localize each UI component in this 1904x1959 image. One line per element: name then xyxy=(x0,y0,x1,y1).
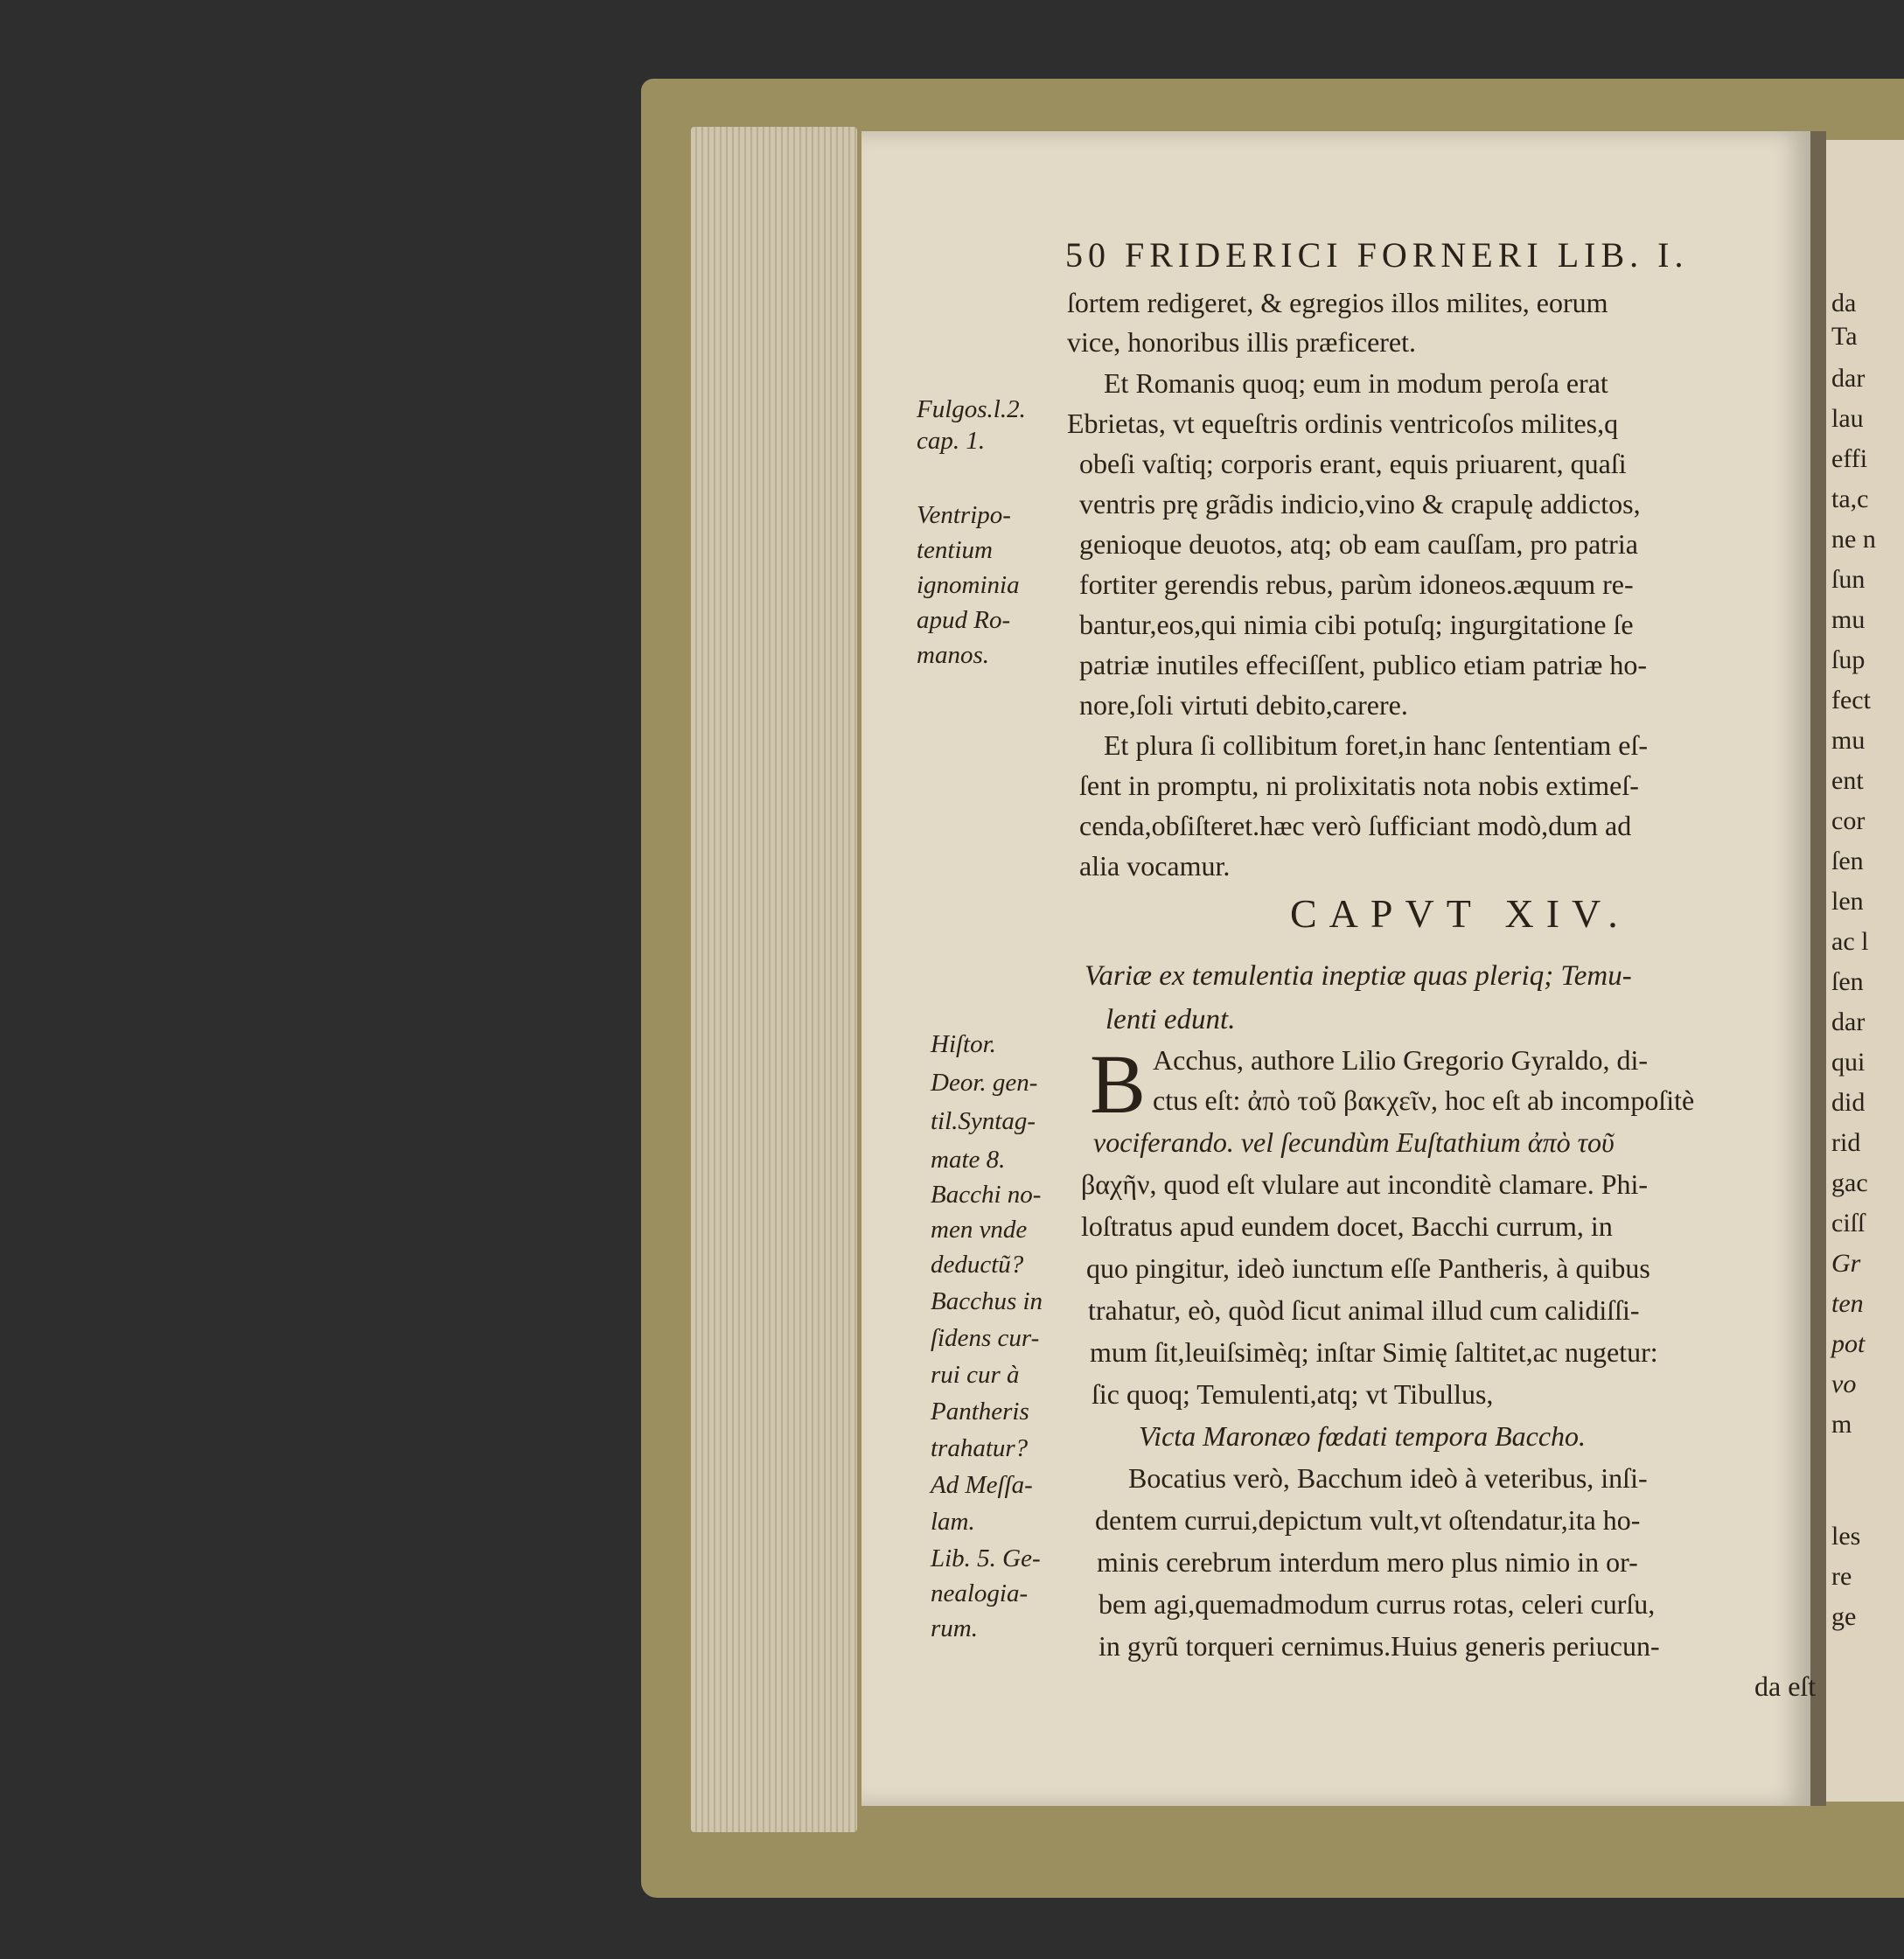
margin-note: lam. xyxy=(931,1508,975,1536)
next-page-text: effi xyxy=(1831,444,1868,473)
next-page-text: ſun xyxy=(1831,565,1866,594)
margin-note: tentium xyxy=(917,536,993,564)
next-page-text: ne n xyxy=(1831,525,1876,554)
drop-cap: B xyxy=(1090,1037,1147,1131)
chapter-line: trahatur, eò, quòd ſicut animal illud cum calidiſſi- xyxy=(1088,1294,1640,1326)
margin-note: Bacchus in xyxy=(931,1287,1043,1315)
chapter-subtitle: lenti edunt. xyxy=(1105,1004,1236,1035)
chapter-title: CAPVT XIV. xyxy=(1290,891,1630,936)
chapter-line: bem agi,quemadmodum currus rotas, celeri curſu, xyxy=(1098,1588,1656,1620)
page-edges xyxy=(691,127,857,1832)
margin-note: til.Syntag- xyxy=(931,1107,1036,1135)
chapter-line: Bocatius verò, Bacchum ideò à veteribus, inſi- xyxy=(1128,1462,1648,1494)
chapter-line: ſic quoq; Temulenti,atq; vt Tibullus, xyxy=(1091,1378,1494,1410)
margin-note: Pantheris xyxy=(931,1398,1029,1426)
running-head: 50 FRIDERICI FORNERI LIB. I. xyxy=(1065,235,1689,275)
chapter-line: dentem currui,depictum vult,vt oſtendatur,ita ho- xyxy=(1095,1504,1641,1536)
next-page-text: ten xyxy=(1831,1289,1864,1318)
body-line: nore,ſoli virtuti debito,carere. xyxy=(1079,689,1408,721)
next-page-text: re xyxy=(1831,1562,1852,1591)
next-page-text: ſup xyxy=(1831,645,1866,674)
body-line: fortiter gerendis rebus, parùm idoneos.æquum re- xyxy=(1079,568,1634,600)
body-line: ſortem redigeret, & egregios illos milites, eorum xyxy=(1067,287,1608,318)
chapter-line: βαχῆν, quod eſt vlulare aut inconditè clamare. Phi- xyxy=(1081,1168,1649,1200)
margin-note: Deor. gen- xyxy=(931,1069,1038,1097)
next-page-text: len xyxy=(1831,887,1864,916)
next-page-text: vo xyxy=(1831,1370,1857,1398)
next-page-text: mu xyxy=(1831,605,1866,634)
margin-note: deductũ? xyxy=(931,1251,1024,1279)
chapter-line: quo pingitur, ideò iunctum eſſe Pantheris, à quibus xyxy=(1086,1252,1650,1284)
margin-note: apud Ro- xyxy=(917,606,1011,634)
next-page-text: lau xyxy=(1831,404,1864,433)
next-page-text: did xyxy=(1831,1088,1866,1117)
body-line: genioque deuotos, atq; ob eam cauſſam, pro patria xyxy=(1079,528,1638,560)
body-line: vice, honoribus illis præficeret. xyxy=(1067,326,1417,358)
next-page-text: cor xyxy=(1831,806,1866,835)
chapter-subtitle: Variæ ex temulentia ineptiæ quas pleriq; Temu- xyxy=(1085,960,1632,992)
next-page-text: ſen xyxy=(1831,967,1864,996)
body-line: Et Romanis quoq; eum in modum peroſa erat xyxy=(1104,367,1608,399)
next-page-text: dar xyxy=(1831,1007,1866,1036)
next-page-text: qui xyxy=(1831,1048,1866,1077)
chapter-line: Acchus, authore Lilio Gregorio Gyraldo, di- xyxy=(1153,1044,1649,1076)
next-page-text: da xyxy=(1831,289,1857,317)
body-line: obeſi vaſtiq; corporis erant, equis priuarent, quaſi xyxy=(1079,448,1627,479)
next-page-text: pot xyxy=(1831,1329,1866,1358)
chapter-line: mum ſit,leuiſsimèq; inſtar Simię ſaltitet,ac nugetur: xyxy=(1090,1336,1658,1368)
margin-note: Ad Meſſa- xyxy=(931,1471,1033,1499)
body-line: Et plura ſi collibitum foret,in hanc ſententiam eſ- xyxy=(1104,729,1649,761)
margin-note: men vnde xyxy=(931,1216,1028,1244)
chapter-line: minis cerebrum interdum mero plus nimio in or- xyxy=(1097,1546,1638,1578)
next-page-text: rid xyxy=(1831,1128,1861,1157)
margin-note: manos. xyxy=(917,641,989,669)
margin-note: trahatur? xyxy=(931,1434,1029,1462)
chapter-line: ctus eſt: ἀπὸ τοῦ βακχεῖν, hoc eſt ab incompoſitè xyxy=(1153,1084,1695,1116)
book-gutter xyxy=(1810,131,1826,1806)
body-line: ſent in promptu, ni prolixitatis nota nobis extimeſ- xyxy=(1079,770,1639,801)
body-line: patriæ inutiles effeciſſent, publico etiam patriæ ho- xyxy=(1079,649,1648,680)
margin-note: rui cur à xyxy=(931,1361,1020,1389)
next-page-text: ſen xyxy=(1831,847,1864,875)
margin-note: ignominia xyxy=(917,571,1020,599)
next-page-text: Ta xyxy=(1831,322,1858,351)
next-page-text: dar xyxy=(1831,364,1866,393)
next-page-text: les xyxy=(1831,1522,1861,1551)
margin-note: Ventripo- xyxy=(917,501,1011,529)
margin-note: ſidens cur- xyxy=(931,1324,1040,1352)
next-page-text: Gr xyxy=(1831,1249,1861,1278)
chapter-line: da eſt xyxy=(1754,1670,1817,1702)
next-page-text: fect xyxy=(1831,686,1871,715)
margin-note: Lib. 5. Ge- xyxy=(931,1544,1041,1572)
margin-note: cap. 1. xyxy=(917,427,986,455)
next-page-text: ac l xyxy=(1831,927,1869,956)
chapter-line: vociferando. vel ſecundùm Euſtathium ἀπὸ τοῦ xyxy=(1093,1126,1615,1158)
margin-note: mate 8. xyxy=(931,1146,1006,1174)
next-page-text: ge xyxy=(1831,1602,1857,1631)
margin-note: nealogia- xyxy=(931,1579,1029,1607)
next-page-text: m xyxy=(1831,1410,1852,1439)
next-page-text: gac xyxy=(1831,1168,1868,1197)
body-line: alia vocamur. xyxy=(1079,850,1231,882)
next-page-text: ta,c xyxy=(1831,485,1869,513)
next-page-text: ciſſ xyxy=(1831,1209,1866,1237)
chapter-line: loſtratus apud eundem docet, Bacchi currum, in xyxy=(1081,1210,1613,1242)
chapter-line: Victa Maronæo fœdati tempora Baccho. xyxy=(1139,1420,1587,1452)
margin-note: Bacchi no- xyxy=(931,1181,1042,1209)
chapter-line: in gyrũ torqueri cernimus.Huius generis periucun- xyxy=(1098,1630,1660,1662)
next-page-text: mu xyxy=(1831,726,1866,755)
body-line: bantur,eos,qui nimia cibi potuſq; ingurgitatione ſe xyxy=(1079,609,1634,640)
margin-note: rum. xyxy=(931,1614,978,1642)
right-page-fragment xyxy=(1826,140,1904,1802)
margin-note: Hiſtor. xyxy=(931,1030,996,1058)
margin-note: Fulgos.l.2. xyxy=(917,395,1026,423)
next-page-text: ent xyxy=(1831,766,1864,795)
body-line: ventris prę grãdis indicio,vino & crapulę addictos, xyxy=(1079,488,1641,519)
body-line: Ebrietas, vt equeſtris ordinis ventricoſos milites,q xyxy=(1067,408,1619,439)
body-line: cenda,obſiſteret.hæc verò ſufficiant modò,dum ad xyxy=(1079,810,1632,841)
